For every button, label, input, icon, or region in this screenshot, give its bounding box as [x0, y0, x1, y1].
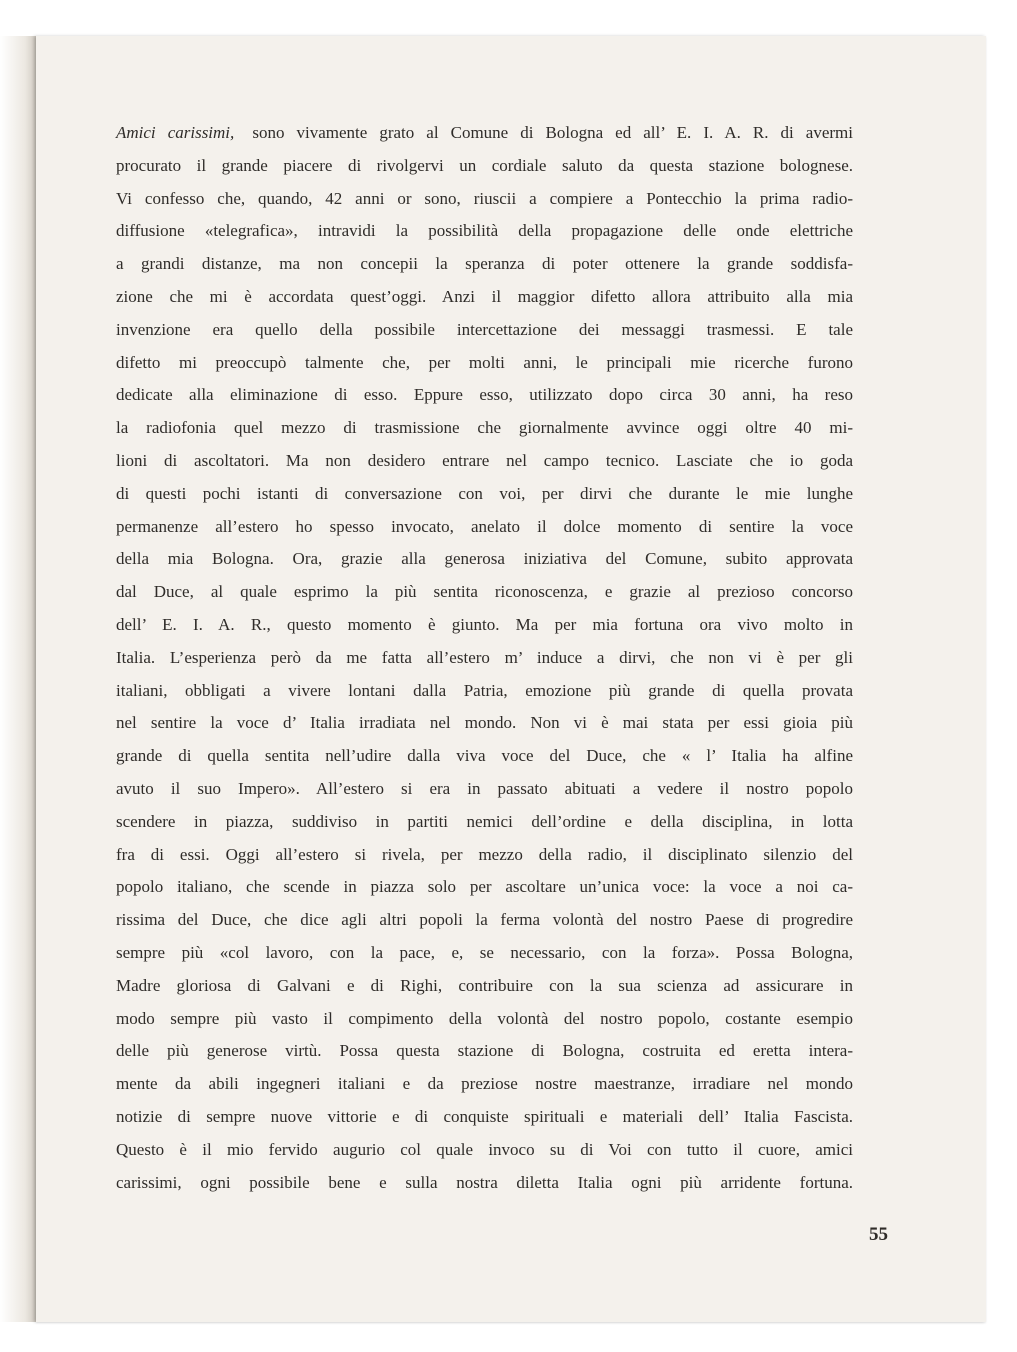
- letter-line: italiani, obbligati a vivere lontani dalla Patria, emozione più grande di quella provata: [116, 680, 853, 700]
- letter-line: dal Duce, al quale esprimo la più sentita riconoscenza, e grazie al prezioso concorso: [116, 582, 853, 602]
- letter-line: rissima del Duce, che dice agli altri popoli la ferma volontà del nostro Paese di progredire: [116, 910, 853, 930]
- letter-line: mente da abili ingegneri italiani e da preziose nostre maestranze, irradiare nel mondo: [116, 1074, 853, 1094]
- letter-line: modo sempre più vasto il compimento della volontà del nostro popolo, costante esempio: [116, 1008, 853, 1028]
- letter-line: avuto il suo Impero». All’estero si era in passato abituati a vedere il nostro popolo: [116, 778, 853, 798]
- letter-line: invenzione era quello della possibile intercettazione dei messaggi trasmessi. E tale: [116, 319, 853, 339]
- letter-line: sempre più «col lavoro, con la pace, e, se necessario, con la forza». Possa Bologna,: [116, 942, 853, 962]
- letter-line: la radiofonia quel mezzo di trasmissione che giornalmente avvince oggi oltre 40 mi-: [116, 418, 853, 438]
- letter-line: procurato il grande piacere di rivolgervi un cordiale saluto da questa stazione bolognese.: [116, 155, 853, 175]
- letter-line: lioni di ascoltatori. Ma non desidero entrare nel campo tecnico. Lasciate che io goda: [116, 450, 853, 470]
- letter-line: nel sentire la voce d’ Italia irradiata nel mondo. Non vi è mai stata per essi gioia più: [116, 713, 853, 733]
- letter-line: carissimi, ogni possibile bene e sulla nostra diletta Italia ogni più arridente fortuna.: [116, 1172, 853, 1192]
- letter-line: dedicate alla eliminazione di esso. Eppure esso, utilizzato dopo circa 30 anni, ha reso: [116, 385, 853, 405]
- letter-line: Italia. L’esperienza però da me fatta all’estero m’ induce a dirvi, che non vi è per gli: [116, 647, 853, 667]
- letter-line: popolo italiano, che scende in piazza solo per ascoltare un’unica voce: la voce a noi ca-: [116, 877, 853, 897]
- salutation: Amici carissimi,: [116, 123, 235, 142]
- letter-line: fra di essi. Oggi all’estero si rivela, per mezzo della radio, il disciplinato silenzio del: [116, 844, 853, 864]
- book-spine-shadow: [0, 36, 36, 1322]
- letter-line: grande di quella sentita nell’udire dalla viva voce del Duce, che « l’ Italia ha alfine: [116, 746, 853, 766]
- letter-first-line: [116, 117, 853, 150]
- letter-line: Vi confesso che, quando, 42 anni or sono, riuscii a compiere a Pontecchio la prima radio-: [116, 188, 853, 208]
- letter-line: della mia Bologna. Ora, grazie alla generosa iniziativa del Comune, subito approvata: [116, 549, 853, 569]
- letter-line: Questo è il mio fervido augurio col quale invoco su di Voi con tutto il cuore, amici: [116, 1139, 853, 1159]
- letter-line: delle più generose virtù. Possa questa stazione di Bologna, costruita ed eretta intera-: [116, 1041, 853, 1061]
- letter-body: [116, 117, 853, 1199]
- first-line-text: sono vivamente grato al Comune di Bologna ed all’ E. I. A. R. di avermi: [252, 123, 853, 142]
- letter-line: a grandi distanze, ma non concepii la speranza di poter ottenere la grande soddisfa-: [116, 254, 853, 274]
- letter-line: notizie di sempre nuove vittorie e di conquiste spirituali e materiali dell’ Italia Fascista.: [116, 1106, 853, 1126]
- letter-line: zione che mi è accordata quest’oggi. Anzi il maggior difetto allora attribuito alla mia: [116, 286, 853, 306]
- letter-line: dell’ E. I. A. R., questo momento è giunto. Ma per mia fortuna ora vivo molto in: [116, 614, 853, 634]
- page-number: 55: [869, 1224, 888, 1245]
- letter-line: diffusione «telegrafica», intravidi la possibilità della propagazione delle onde elettriche: [116, 221, 853, 241]
- letter-line: scendere in piazza, suddiviso in partiti nemici dell’ordine e della disciplina, in lotta: [116, 811, 853, 831]
- letter-line: Madre gloriosa di Galvani e di Righi, contribuire con la sua scienza ad assicurare in: [116, 975, 853, 995]
- letter-line: difetto mi preoccupò talmente che, per molti anni, le principali mie ricerche furono: [116, 352, 853, 372]
- letter-line: di questi pochi istanti di conversazione con voi, per dirvi che durante le mie lunghe: [116, 483, 853, 503]
- letter-line: permanenze all’estero ho spesso invocato, anelato il dolce momento di sentire la voce: [116, 516, 853, 536]
